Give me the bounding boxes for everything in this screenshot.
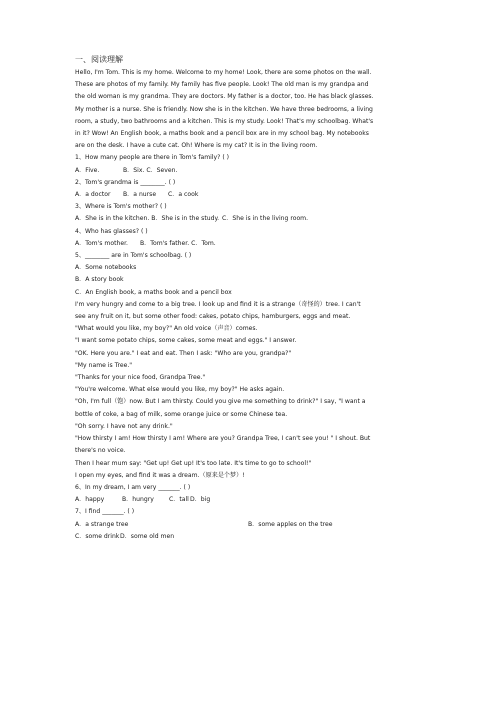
passage-line: are on the desk. I have a cute cat. Oh! Where is my cat? It is in the living room. (75, 142, 318, 150)
passage-line: room, a study, two bathrooms and a kitchen. This is my study. Look! That's my schoolbag. What's (75, 117, 374, 125)
option-c: C．a cook (168, 191, 199, 199)
option-c: C．some drink (75, 532, 120, 540)
passage-line: "Oh sorry. I have not any drink." (75, 422, 173, 430)
option-a: A．a strange tree (75, 520, 129, 528)
passage-line: My mother is a nurse. She is friendly. Now she is in the kitchen. We have three bedrooms, a living (75, 105, 373, 113)
option-b: B．A story book (75, 276, 124, 284)
question-text: 3、Where is Tom's mother? ( ) (75, 203, 167, 211)
passage-line: "You're welcome. What else would you like, my boy?" He asks again. (75, 386, 285, 394)
passage-line: "What would you like, my boy?" An old voice（声音）comes. (75, 325, 258, 333)
option-ab: A．She is in the kitchen. B．She is in the study. (75, 215, 220, 223)
question-3 (75, 201, 427, 225)
passage-line: "Thanks for your nice food, Grandpa Tree." (75, 374, 206, 382)
passage-line: Hello, I'm Tom. This is my home. Welcome to my home! Look, there are some photos on the wall. (75, 69, 372, 76)
options-row (75, 494, 427, 506)
question-text: 7、I find _______. ( ) (75, 508, 135, 516)
options-row (75, 189, 427, 201)
options-row (75, 531, 427, 543)
passage-line: "My name is Tree." (75, 361, 133, 369)
passage-line: "How thirsty I am! How thirsty I am! Where are you? Grandpa Tree, I can't see you! " I shout. But (75, 435, 371, 443)
passage-1 (75, 67, 427, 152)
option-c: C．An English book, a maths book and a pencil box (75, 288, 232, 296)
passage-line: the old woman is my grandma. They are doctors. My father is a doctor, too. He has black glasses. (75, 93, 374, 101)
options-row (75, 165, 427, 177)
option-a: A．Tom's mother. (75, 239, 128, 247)
passage-line: bottle of coke, a bag of milk, some orange juice or some Chinese tea. (75, 410, 288, 418)
passage-line: "Oh, I'm full（饱）now. But I am thirsty. Could you give me something to drink?" I say, "I want a (75, 398, 366, 406)
option-bc: B．Six. C．Seven. (123, 166, 178, 174)
question-text: 2、Tom's grandma is ________. ( ) (75, 178, 176, 186)
question-text: 6、In my dream, I am very _______. ( ) (75, 483, 191, 491)
options-row (75, 213, 427, 225)
option-b: B．hungry (122, 496, 154, 504)
question-text: 1、How many people are there in Tom's family? ( ) (75, 154, 230, 162)
option-d: D．big (190, 496, 211, 504)
option-a: A．happy (75, 496, 105, 504)
worksheet (75, 55, 427, 543)
passage-line: "OK. Here you are." I eat and eat. Then I ask: "Who are you, grandpa?" (75, 349, 292, 357)
question-4 (75, 226, 427, 250)
option-d: D．some old men (120, 532, 175, 540)
question-text: 5、________ are in Tom's schoolbag. ( ) (75, 252, 192, 260)
question-2 (75, 177, 427, 201)
option-c: C．She is in the living room. (222, 215, 309, 223)
passage-2 (75, 299, 427, 482)
option-c: C．tall (169, 496, 189, 504)
passage-line: there's no voice. (75, 447, 126, 455)
passage-line: Then I hear mum say: "Get up! Get up! It's too late. It's time to go to school!" (75, 459, 312, 467)
option-a: A．Five. (75, 166, 100, 174)
passage-line: I open my eyes, and find it was a dream.（原来是个梦）! (75, 471, 245, 479)
question-5 (75, 250, 427, 299)
options-row (75, 238, 427, 250)
option-b: B．a nurse (123, 191, 157, 199)
question-1 (75, 152, 427, 176)
option-a: A．Some notebooks (75, 264, 137, 272)
question-6 (75, 482, 427, 506)
option-b: B．some apples on the tree (248, 520, 333, 528)
question-text: 4、Who has glasses? ( ) (75, 227, 148, 235)
options-row (75, 519, 427, 531)
option-a: A．a doctor (75, 191, 111, 199)
passage-line: I'm very hungry and come to a big tree. I look up and find it is a strange（奇怪的）tree. I can't (75, 300, 361, 308)
passage-line: "I want some potato chips, some cakes, some meat and eggs." I answer. (75, 337, 297, 345)
question-7 (75, 506, 427, 543)
section-heading: 一、阅读理解 (75, 55, 123, 64)
passage-line: see any fruit on it, but some other food: cakes, potato chips, hamburgers, eggs and meat. (75, 313, 351, 321)
passage-line: These are photos of my family. My family has five people. Look! The old man is my grandpa and (75, 81, 369, 89)
passage-line: in it? Wow! An English book, a maths book and a pencil box are in my school bag. My notebooks (75, 130, 369, 138)
option-bc: B．Tom's father. C．Tom. (140, 239, 216, 247)
